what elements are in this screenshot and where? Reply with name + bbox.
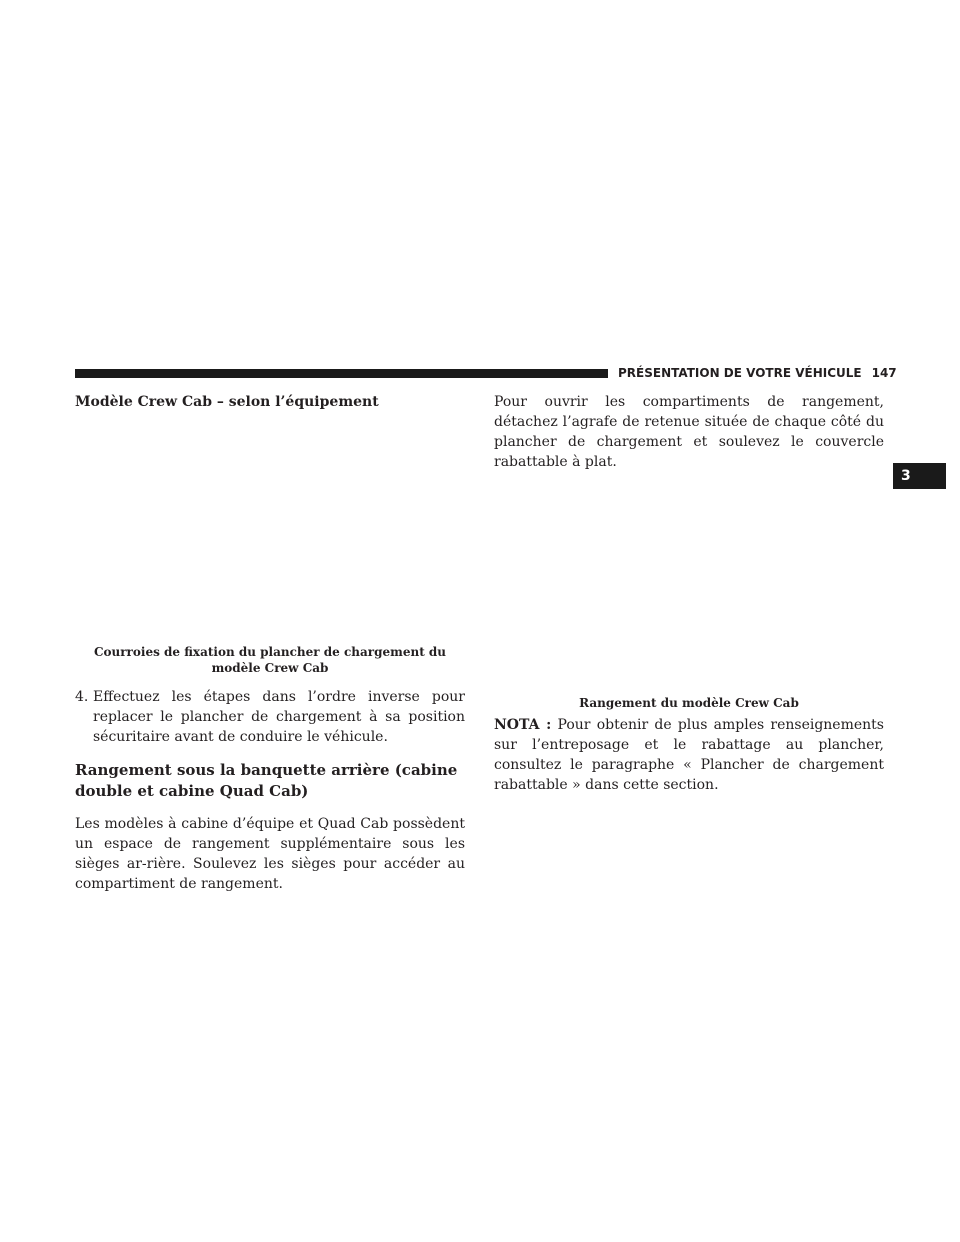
header-rule: [75, 369, 608, 378]
figure-placeholder-storage: [494, 472, 884, 695]
step-number: 4.: [75, 689, 89, 705]
figure-caption-storage: Rangement du modèle Crew Cab: [579, 696, 799, 710]
note-paragraph: [494, 715, 884, 795]
body-paragraph: Les modèles à cabine d’équipe et Quad Cab possèdent un espace de rangement supplémentaire sous les sièges ar-rière. Soulevez les sièges pour accéder au compartiment de rangement.: [75, 816, 465, 892]
intro-paragraph: Pour ouvrir les compartiments de rangement, détachez l’agrafe de retenue située de chaque côté du plancher de chargement et soulevez le couvercle rabattable à plat.: [494, 394, 884, 470]
figure-placeholder-cargo-straps: [75, 412, 465, 644]
section-title: PRÉSENTATION DE VOTRE VÉHICULE: [618, 366, 862, 380]
right-column: [494, 392, 884, 795]
note-label: NOTA :: [494, 717, 552, 733]
step-item: [75, 687, 465, 747]
step-text: Effectuez les étapes dans l’ordre inverse pour replacer le plancher de chargement à sa position sécuritaire avant de conduire le véhicule.: [93, 689, 465, 745]
page-number: 147: [871, 366, 897, 380]
note-text: Pour obtenir de plus amples renseignements sur l’entreposage et le rabattage au plancher, consultez le paragraphe « Plancher de chargement rabattable » dans cette section.: [494, 717, 884, 793]
figure-heading: Modèle Crew Cab – selon l’équipement: [75, 394, 379, 410]
chapter-tab: 3: [893, 463, 946, 489]
left-column: [75, 392, 465, 894]
figure-caption: Courroies de fixation du plancher de chargement du modèle Crew Cab: [93, 645, 447, 675]
section-subheading: Rangement sous la banquette arrière (cabine double et cabine Quad Cab): [75, 761, 458, 800]
running-header: [618, 366, 897, 380]
